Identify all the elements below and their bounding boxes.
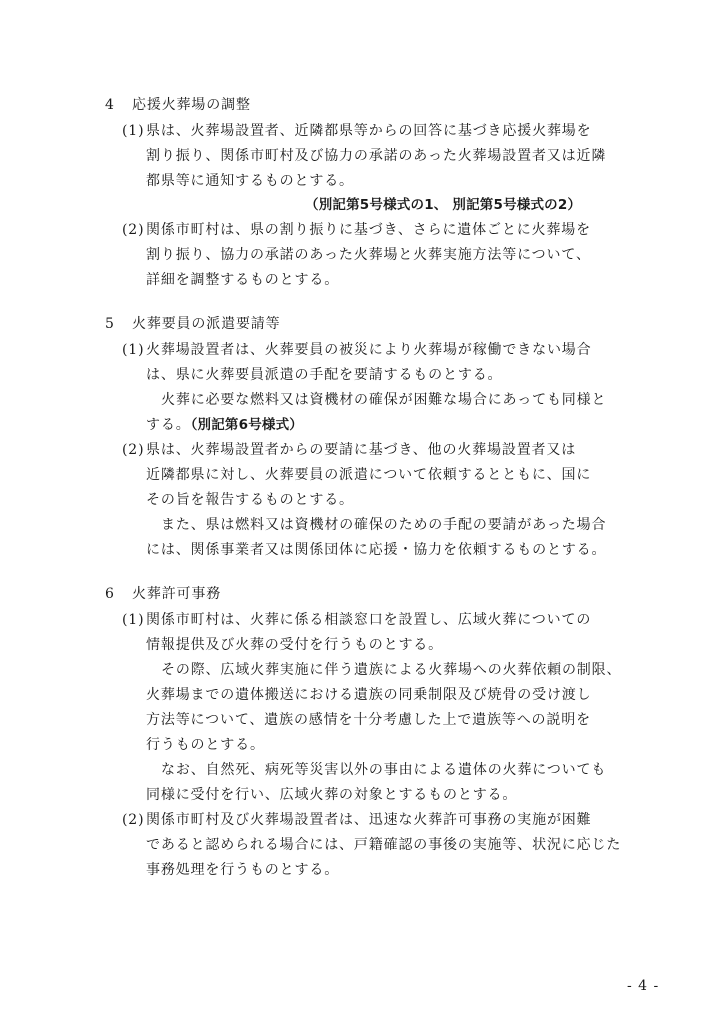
form-reference: （別記第6号様式） [190,417,304,433]
item-6-2-line-1 [122,811,592,829]
form-reference: （別記第5号様式の1、 別記第5号様式の2） [305,197,582,213]
item-number: (2) [122,812,145,828]
item-5-2-paragraph-2-line-2: には、関係事業者又は関係団体に応援・協力を依頼するものとする。 [146,542,607,558]
item-6-1-paragraph-2-line-4: 行うものとする。 [146,737,265,753]
item-4-2-line-3: 詳細を調整するものとする。 [146,272,340,288]
item-4-1-line-1 [122,122,592,140]
item-6-1-paragraph-2-line-1: その際、広域火葬実施に伴う遺族による火葬場への火葬依頼の制限、 [161,662,622,678]
item-number: (2) [122,442,145,458]
item-6-1-paragraph-2-line-2: 火葬場までの遺体搬送における遺族の同乗制限及び焼骨の受け渡し [146,687,592,703]
section-5-heading [105,315,281,333]
item-5-2-line-3: その旨を報告するものとする。 [146,492,354,508]
item-6-1-paragraph-3-line-2: 同様に受付を行い、広域火葬の対象とするものとする。 [146,787,518,803]
section-title: 火葬要員の派遣要請等 [132,316,281,332]
item-text: 関係市町村は、県の割り振りに基づき、さらに遺体ごとに火葬場を [146,222,591,238]
item-6-1-line-1 [122,611,591,629]
item-4-1-line-3: 都県等に通知するものとする。 [146,173,354,189]
item-6-1-paragraph-2-line-3: 方法等について、遺族の感情を十分考慮した上で遺族等への説明を [146,712,591,728]
item-text: 県は、火葬場設置者からの要請に基づき、他の火葬場設置者又は [146,442,577,458]
item-number: (1) [122,123,145,139]
item-text: する。 [146,417,191,433]
item-number: (2) [122,222,145,238]
section-number: 4 [105,97,115,113]
item-6-2-line-3: 事務処理を行うものとする。 [146,862,340,878]
item-6-1-paragraph-3-line-1: なお、自然死、病死等災害以外の事由による遺体の火葬についても [161,762,607,778]
item-number: (1) [122,612,145,628]
item-5-1-paragraph-2-line-1: 火葬に必要な燃料又は資機材の確保が困難な場合にあっても同様と [161,392,607,408]
section-number: 5 [105,316,115,332]
item-number: (1) [122,342,145,358]
item-text: 関係市町村は、火葬に係る相談窓口を設置し、広域火葬についての [146,612,592,628]
section-number: 6 [105,586,115,602]
section-4-heading [105,96,251,114]
item-text: 関係市町村及び火葬場設置者は、迅速な火葬許可事務の実施が困難 [146,812,592,828]
page-number: - 4 - [627,978,660,994]
item-4-1-line-2: 割り振り、関係市町村及び協力の承諾のあった火葬場設置者又は近隣 [146,148,607,164]
item-text: 火葬場設置者は、火葬要員の被災により火葬場が稼働できない場合 [146,342,592,358]
item-5-2-line-2: 近隣都県に対し、火葬要員の派遣について依頼するとともに、国に [146,467,592,483]
item-4-2-line-1 [122,221,591,239]
item-text: 県は、火葬場設置者、近隣都県等からの回答に基づき応援火葬場を [146,123,592,139]
item-6-1-line-2: 情報提供及び火葬の受付を行うものとする。 [146,637,443,653]
item-5-1-line-1 [122,341,592,359]
item-6-2-line-2: であると認められる場合には、戸籍確認の事後の実施等、状況に応じた [146,837,622,853]
item-5-1-paragraph-2-line-2 [146,416,303,434]
section-title: 火葬許可事務 [132,586,222,602]
item-5-2-line-1 [122,441,576,459]
item-5-2-paragraph-2-line-1: また、県は燃料又は資機材の確保のための手配の要請があった場合 [161,517,607,533]
item-4-2-line-2: 割り振り、協力の承諾のあった火葬場と火葬実施方法等について、 [146,247,591,263]
section-title: 応援火葬場の調整 [132,97,251,113]
section-6-heading [105,585,221,603]
item-5-1-line-2: は、県に火葬要員派遣の手配を要請するものとする。 [146,367,503,383]
